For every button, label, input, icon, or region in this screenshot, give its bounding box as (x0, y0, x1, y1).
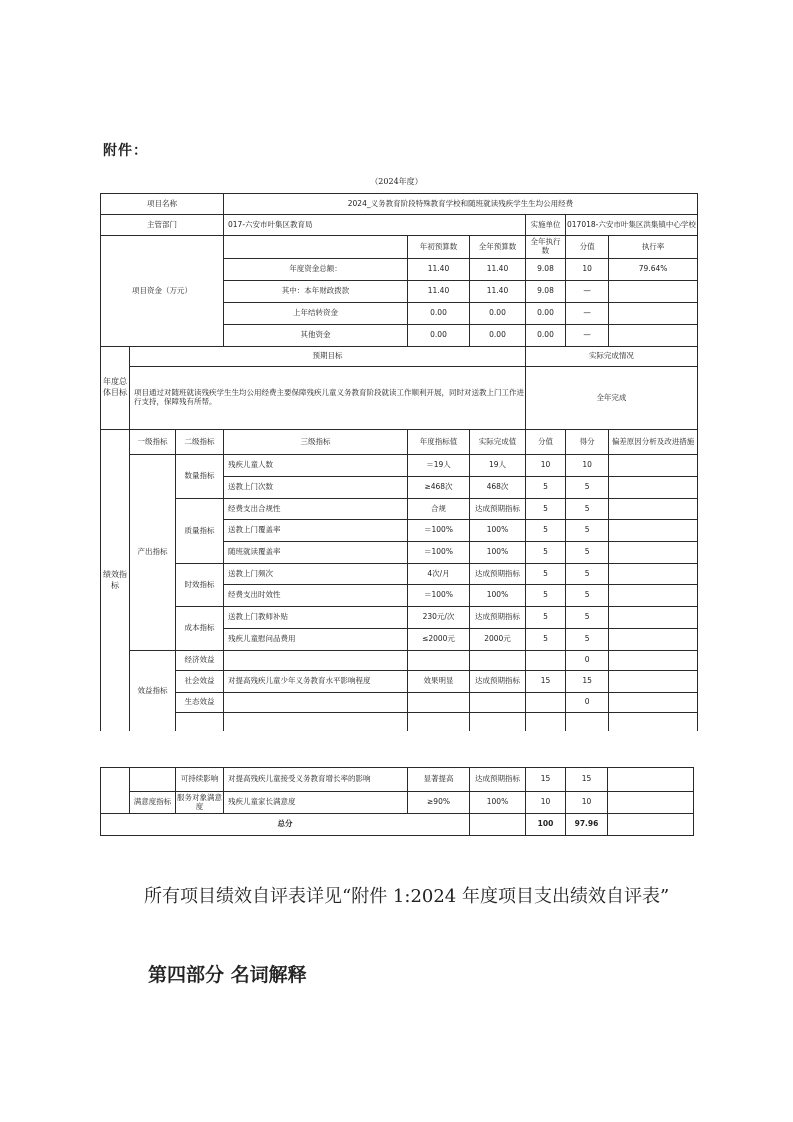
perf-header: 一级指标 (130, 430, 176, 455)
indicator-target: ≥468次 (408, 477, 470, 499)
funds-row-label: 其中：本年财政拨款 (224, 281, 408, 303)
funds-cell: — (566, 303, 609, 325)
indicator-actual: 达成预期指标 (470, 768, 526, 792)
funds-cell (609, 259, 698, 281)
funds-cell: 11.40 (470, 281, 526, 303)
indicator-got: 5 (566, 607, 609, 629)
indicator-cell-blank (470, 713, 526, 733)
perf-header: 三级指标 (224, 430, 408, 455)
indicator-actual: 100% (470, 542, 526, 564)
funds-cell: 11.40 (470, 259, 526, 281)
funds-cell: 0.00 (526, 325, 566, 347)
group-quality: 质量指标 (176, 499, 224, 564)
funds-header: 全年执行数 (526, 236, 566, 259)
perf-header: 实际完成值 (470, 430, 526, 455)
indicator-cell-blank (408, 713, 470, 733)
indicator-actual: 达成预期指标 (470, 671, 526, 693)
indicator-cell-blank (609, 713, 698, 733)
indicator-cell-blank (526, 713, 566, 733)
funds-label: 项目资金（万元） (101, 236, 224, 347)
indicator-name: 随班就读覆盖率 (224, 542, 408, 564)
indicator-score: 15 (526, 671, 566, 693)
group-social: 社会效益 (176, 671, 224, 693)
impl-value: 017018-六安市叶集区洪集镇中心学校 (566, 215, 698, 236)
indicator-got: 5 (566, 585, 609, 607)
impl-label: 实施单位 (526, 215, 566, 236)
indicator-score: 5 (526, 542, 566, 564)
indicator-name: 经费支出合规性 (224, 499, 408, 520)
indicator-target (408, 651, 470, 671)
indicator-name: 残疾儿童人数 (224, 455, 408, 477)
funds-cell: 9.08 (526, 281, 566, 303)
funds-header: 执行率 (609, 236, 698, 259)
indicator-note (609, 477, 698, 499)
indicator-actual: 468次 (470, 477, 526, 499)
indicator-target: ≤2000元 (408, 629, 470, 651)
indicator-note (609, 585, 698, 607)
actual-text: 全年完成 (526, 367, 698, 430)
indicator-name: 对提高残疾儿童接受义务教育增长率的影响 (224, 768, 408, 792)
year-label: （2024年度） (370, 177, 423, 186)
funds-cell: 11.40 (408, 281, 470, 303)
indicator-note (609, 629, 698, 651)
indicator-got: 15 (566, 768, 608, 792)
group-cost: 成本指标 (176, 607, 224, 651)
group-eco: 生态效益 (176, 693, 224, 713)
project-name: 2024_义务教育阶段特殊教育学校和随班就读残疾学生生均公用经费 (224, 194, 698, 215)
dept-value: 017-六安市叶集区教育局 (224, 215, 526, 236)
indicator-target: 效果明显 (408, 671, 470, 693)
output-label: 产出指标 (130, 455, 176, 651)
indicator-actual: 2000元 (470, 629, 526, 651)
indicator-note (608, 792, 694, 814)
funds-cell: 10 (566, 259, 609, 281)
funds-cell: 9.08 (526, 259, 566, 281)
perf-header: 二级指标 (176, 430, 224, 455)
funds-cell: 11.40 (408, 259, 470, 281)
funds-cell (609, 281, 698, 303)
indicator-target: ＝100% (408, 520, 470, 542)
project-name-label: 项目名称 (101, 194, 224, 215)
indicator-score: 10 (526, 455, 566, 477)
perf-label: 绩效指标 (101, 430, 130, 733)
indicator-got: 5 (566, 499, 609, 520)
funds-cell: 0.00 (408, 325, 470, 347)
indicator-got: 0 (566, 651, 609, 671)
indicator-actual: 达成预期指标 (470, 564, 526, 585)
indicator-name: 对提高残疾儿童少年义务教育水平影响程度 (224, 671, 408, 693)
perf-header: 年度指标值 (408, 430, 470, 455)
indicator-actual: 达成预期指标 (470, 607, 526, 629)
indicator-name: 送教上门次数 (224, 477, 408, 499)
indicator-note (608, 768, 694, 792)
indicator-cell-blank (566, 713, 609, 733)
indicator-note (609, 542, 698, 564)
indicator-score: 15 (526, 768, 566, 792)
indicator-name: 送教上门覆盖率 (224, 520, 408, 542)
perf-label-cont (101, 768, 130, 814)
total-note (608, 814, 694, 836)
group-service: 服务对象满意度 (176, 792, 224, 814)
indicator-got: 0 (566, 693, 609, 713)
indicator-note (609, 564, 698, 585)
funds-cell: 0.00 (408, 303, 470, 325)
funds-cell: 0.00 (470, 325, 526, 347)
indicator-actual (470, 651, 526, 671)
indicator-actual: 100% (470, 585, 526, 607)
indicator-cell-blank (224, 713, 408, 733)
funds-cell: 0.00 (470, 303, 526, 325)
indicator-target: 4次/月 (408, 564, 470, 585)
indicator-note (609, 520, 698, 542)
indicator-actual (470, 693, 526, 713)
indicator-got: 15 (566, 671, 609, 693)
indicator-name: 残疾儿童慰问品费用 (224, 629, 408, 651)
funds-cell: — (566, 281, 609, 303)
group-sustain: 可持续影响 (176, 768, 224, 792)
indicator-note (609, 607, 698, 629)
indicator-score: 5 (526, 564, 566, 585)
indicator-actual: 100% (470, 520, 526, 542)
perf-header: 偏差原因分析及改进措施 (609, 430, 698, 455)
indicator-score: 5 (526, 520, 566, 542)
funds-rate: 79.64% (638, 264, 668, 274)
indicator-note (609, 455, 698, 477)
indicator-note (609, 651, 698, 671)
group-quantity: 数量指标 (176, 455, 224, 499)
indicator-got: 5 (566, 542, 609, 564)
indicator-got: 10 (566, 792, 608, 814)
funds-header: 全年预算数 (470, 236, 526, 259)
funds-row-label: 其他资金 (224, 325, 408, 347)
total-blank (470, 814, 526, 836)
indicator-name: 经费支出时效性 (224, 585, 408, 607)
indicator-name: 送教上门教师补贴 (224, 607, 408, 629)
funds-cell: 0.00 (526, 303, 566, 325)
indicator-name: 送教上门频次 (224, 564, 408, 585)
indicator-score: 5 (526, 499, 566, 520)
indicator-score: 5 (526, 477, 566, 499)
indicator-name: 残疾儿童家长满意度 (224, 792, 408, 814)
indicator-got: 5 (566, 564, 609, 585)
indicator-note (609, 671, 698, 693)
indicator-name (224, 651, 408, 671)
attachment-label: 附件： (103, 143, 148, 159)
funds-cell (609, 325, 698, 347)
funds-header-blank (224, 236, 408, 259)
benefit-label: 效益指标 (130, 651, 176, 733)
total-score: 100 (526, 814, 566, 836)
indicator-actual: 19人 (470, 455, 526, 477)
indicator-got: 10 (566, 455, 609, 477)
group-timeliness: 时效指标 (176, 564, 224, 607)
section-heading: 第四部分 名词解释 (148, 964, 307, 986)
indicator-actual: 100% (470, 792, 526, 814)
expected-label: 预期目标 (130, 347, 526, 367)
actual-label: 实际完成情况 (526, 347, 698, 367)
indicator-score (526, 693, 566, 713)
indicator-target: 合规 (408, 499, 470, 520)
indicator-score (526, 651, 566, 671)
indicator-score: 5 (526, 585, 566, 607)
indicator-score: 10 (526, 792, 566, 814)
indicator-actual: 达成预期指标 (470, 499, 526, 520)
indicator-target: ≥90% (408, 792, 470, 814)
indicator-target: 显著提高 (408, 768, 470, 792)
benefit-label-cont (130, 768, 176, 792)
indicator-got: 5 (566, 477, 609, 499)
indicator-target: ＝100% (408, 542, 470, 564)
page-break-gap (96, 731, 716, 767)
funds-row-label: 年度资金总额： (224, 259, 408, 281)
performance-table-continued (100, 767, 694, 836)
performance-table (100, 193, 698, 733)
summary-paragraph: 所有项目绩效自评表详见“附件 1:2024 年度项目支出绩效自评表” (144, 886, 670, 907)
indicator-score: 5 (526, 629, 566, 651)
indicator-target: ＝19人 (408, 455, 470, 477)
group-sustain-top (176, 713, 224, 733)
expected-text: 项目通过对随班就读残疾学生生均公用经费主要保障残疾儿童义务教育阶段就读工作顺利开展，同时对送教上门工作进行支持，保障残有所帮。 (130, 367, 526, 430)
goal-label: 年度总体目标 (101, 347, 130, 430)
indicator-note (609, 499, 698, 520)
indicator-target: 230元/次 (408, 607, 470, 629)
perf-header: 分值 (526, 430, 566, 455)
total-got: 97.96 (566, 814, 608, 836)
indicator-note (609, 693, 698, 713)
indicator-got: 5 (566, 520, 609, 542)
indicator-target (408, 693, 470, 713)
funds-cell: — (566, 325, 609, 347)
funds-header: 年初预算数 (408, 236, 470, 259)
indicator-name (224, 693, 408, 713)
indicator-target: ＝100% (408, 585, 470, 607)
funds-cell (609, 303, 698, 325)
indicator-score: 5 (526, 607, 566, 629)
group-economic: 经济效益 (176, 651, 224, 671)
total-label: 总分 (101, 814, 470, 836)
dept-label: 主管部门 (101, 215, 224, 236)
perf-header: 得分 (566, 430, 609, 455)
funds-row-label: 上年结转资金 (224, 303, 408, 325)
indicator-got: 5 (566, 629, 609, 651)
funds-header: 分值 (566, 236, 609, 259)
satisfaction-label: 满意度指标 (130, 792, 176, 814)
